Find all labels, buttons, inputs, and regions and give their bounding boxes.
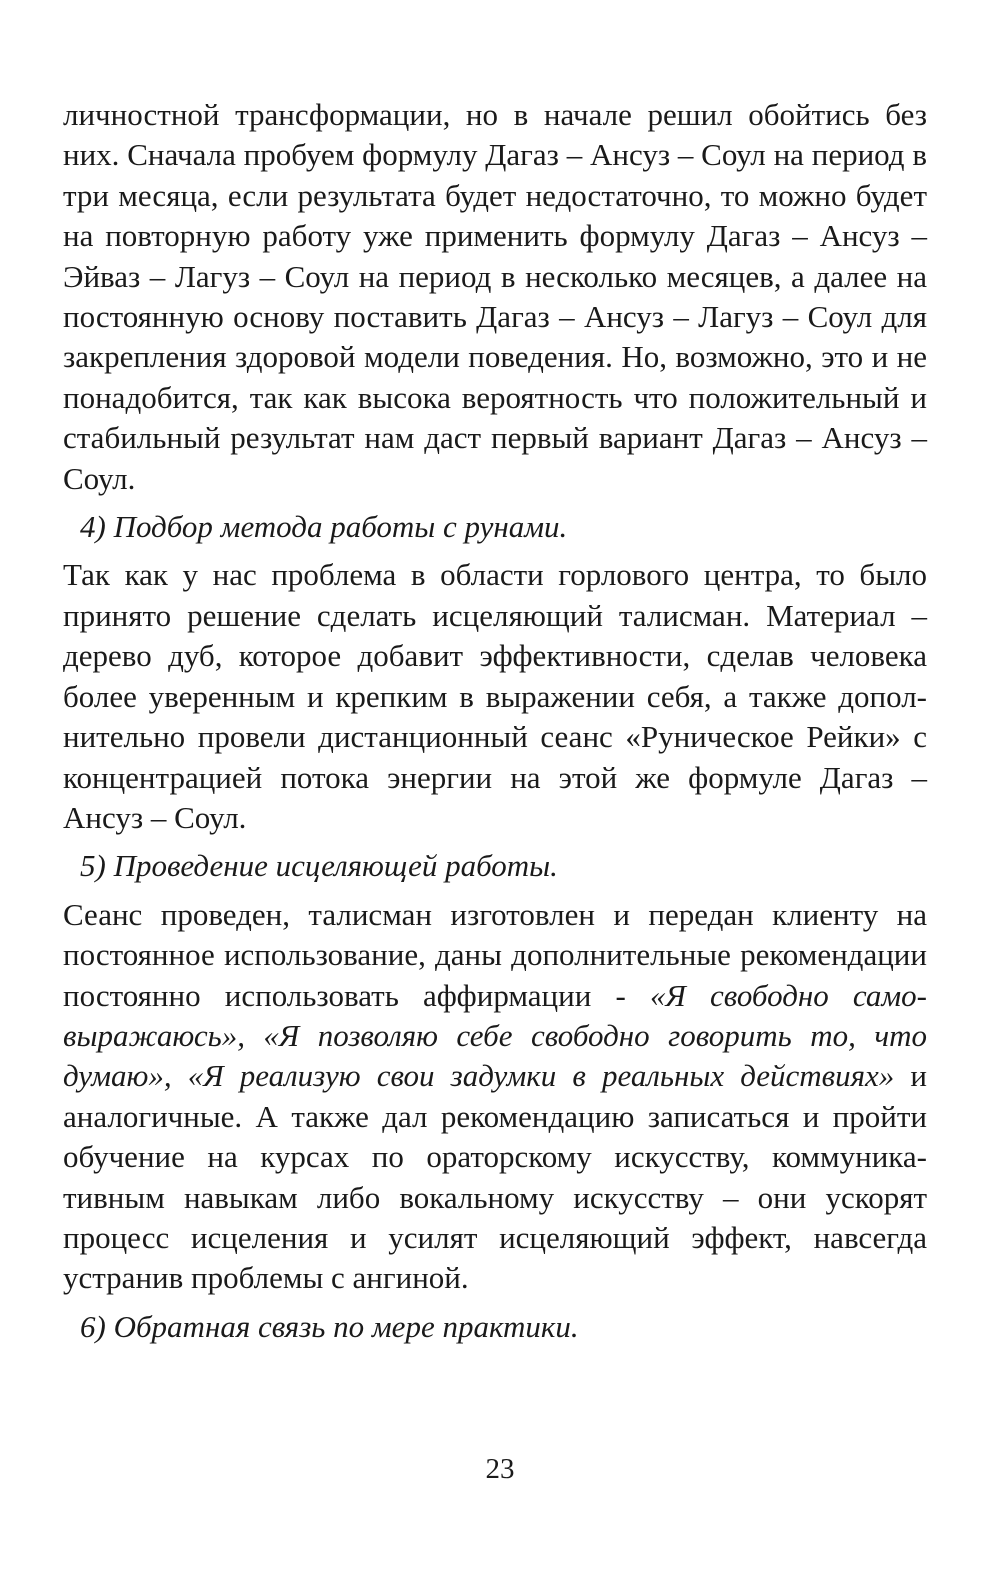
section-heading-healing-work: 5) Проведение исцеляющей работы.	[80, 848, 558, 884]
paragraph-rune-formulas: личностной трансформации, но в начале решил обойтись без них. Сначала пробуем формулу Дагаз – Ансуз – Соул на период в три месяца, если результата будет недостаточно, то можно будет на повторную работу уже применить формулу Дагаз – Ансуз – Эйваз – Лагуз – Соул на период в несколько месяцев, а далее на постоянную основу поставить Дагаз – Ансуз – Лагуз – Соул для закрепления здоровой модели поведения. Но, возможно, это и не понадобится, так как высока вероятность что положительный и стабильный результат нам даст первый вариант Дагаз – Ансуз – Соул.	[63, 97, 927, 496]
page-number: 23	[485, 1453, 515, 1485]
section-heading-rune-method: 4) Подбор метода работы с рунами.	[80, 509, 568, 545]
paragraph-session-recommendations	[63, 895, 927, 1299]
paragraph-talisman: Так как у нас проблема в области горлового центра, то было принято решение сделать исцеляющий талисман. Материал – дерево дуб, которое добавит эффективности, сделав человека более уверенным и крепким в выражении себя, а также дополнительно провели дистанционный сеанс «Руническое Рейки» с концентрацией потока энергии на этой же формуле Дагаз – Ансуз – Соул.	[63, 557, 927, 835]
recommendations-text-start: Сеанс проведен, талисман изготовлен и передан клиенту на постоянное использование, даны дополнительные рекомендации постоянно использовать аффирмации -	[63, 896, 927, 1013]
recommendations-text-end: и аналогичные. А также дал рекомендацию записаться и пройти обучение на курсах по ораторскому искусству, коммуникативным навыкам либо вокальному искусству – они ускорят процесс исцеления и усилят исцеляющий эффект, навсегда устранив проблемы с ангиной.	[63, 1058, 927, 1296]
body-text	[63, 95, 927, 1347]
affirmations-quote: «Я свободно самовыражаюсь», «Я позволяю себе свободно говорить то, что думаю», «Я реализую свои задумки в реальных действиях»	[63, 977, 927, 1094]
section-heading-feedback: 6) Обратная связь по мере практики.	[80, 1308, 579, 1344]
